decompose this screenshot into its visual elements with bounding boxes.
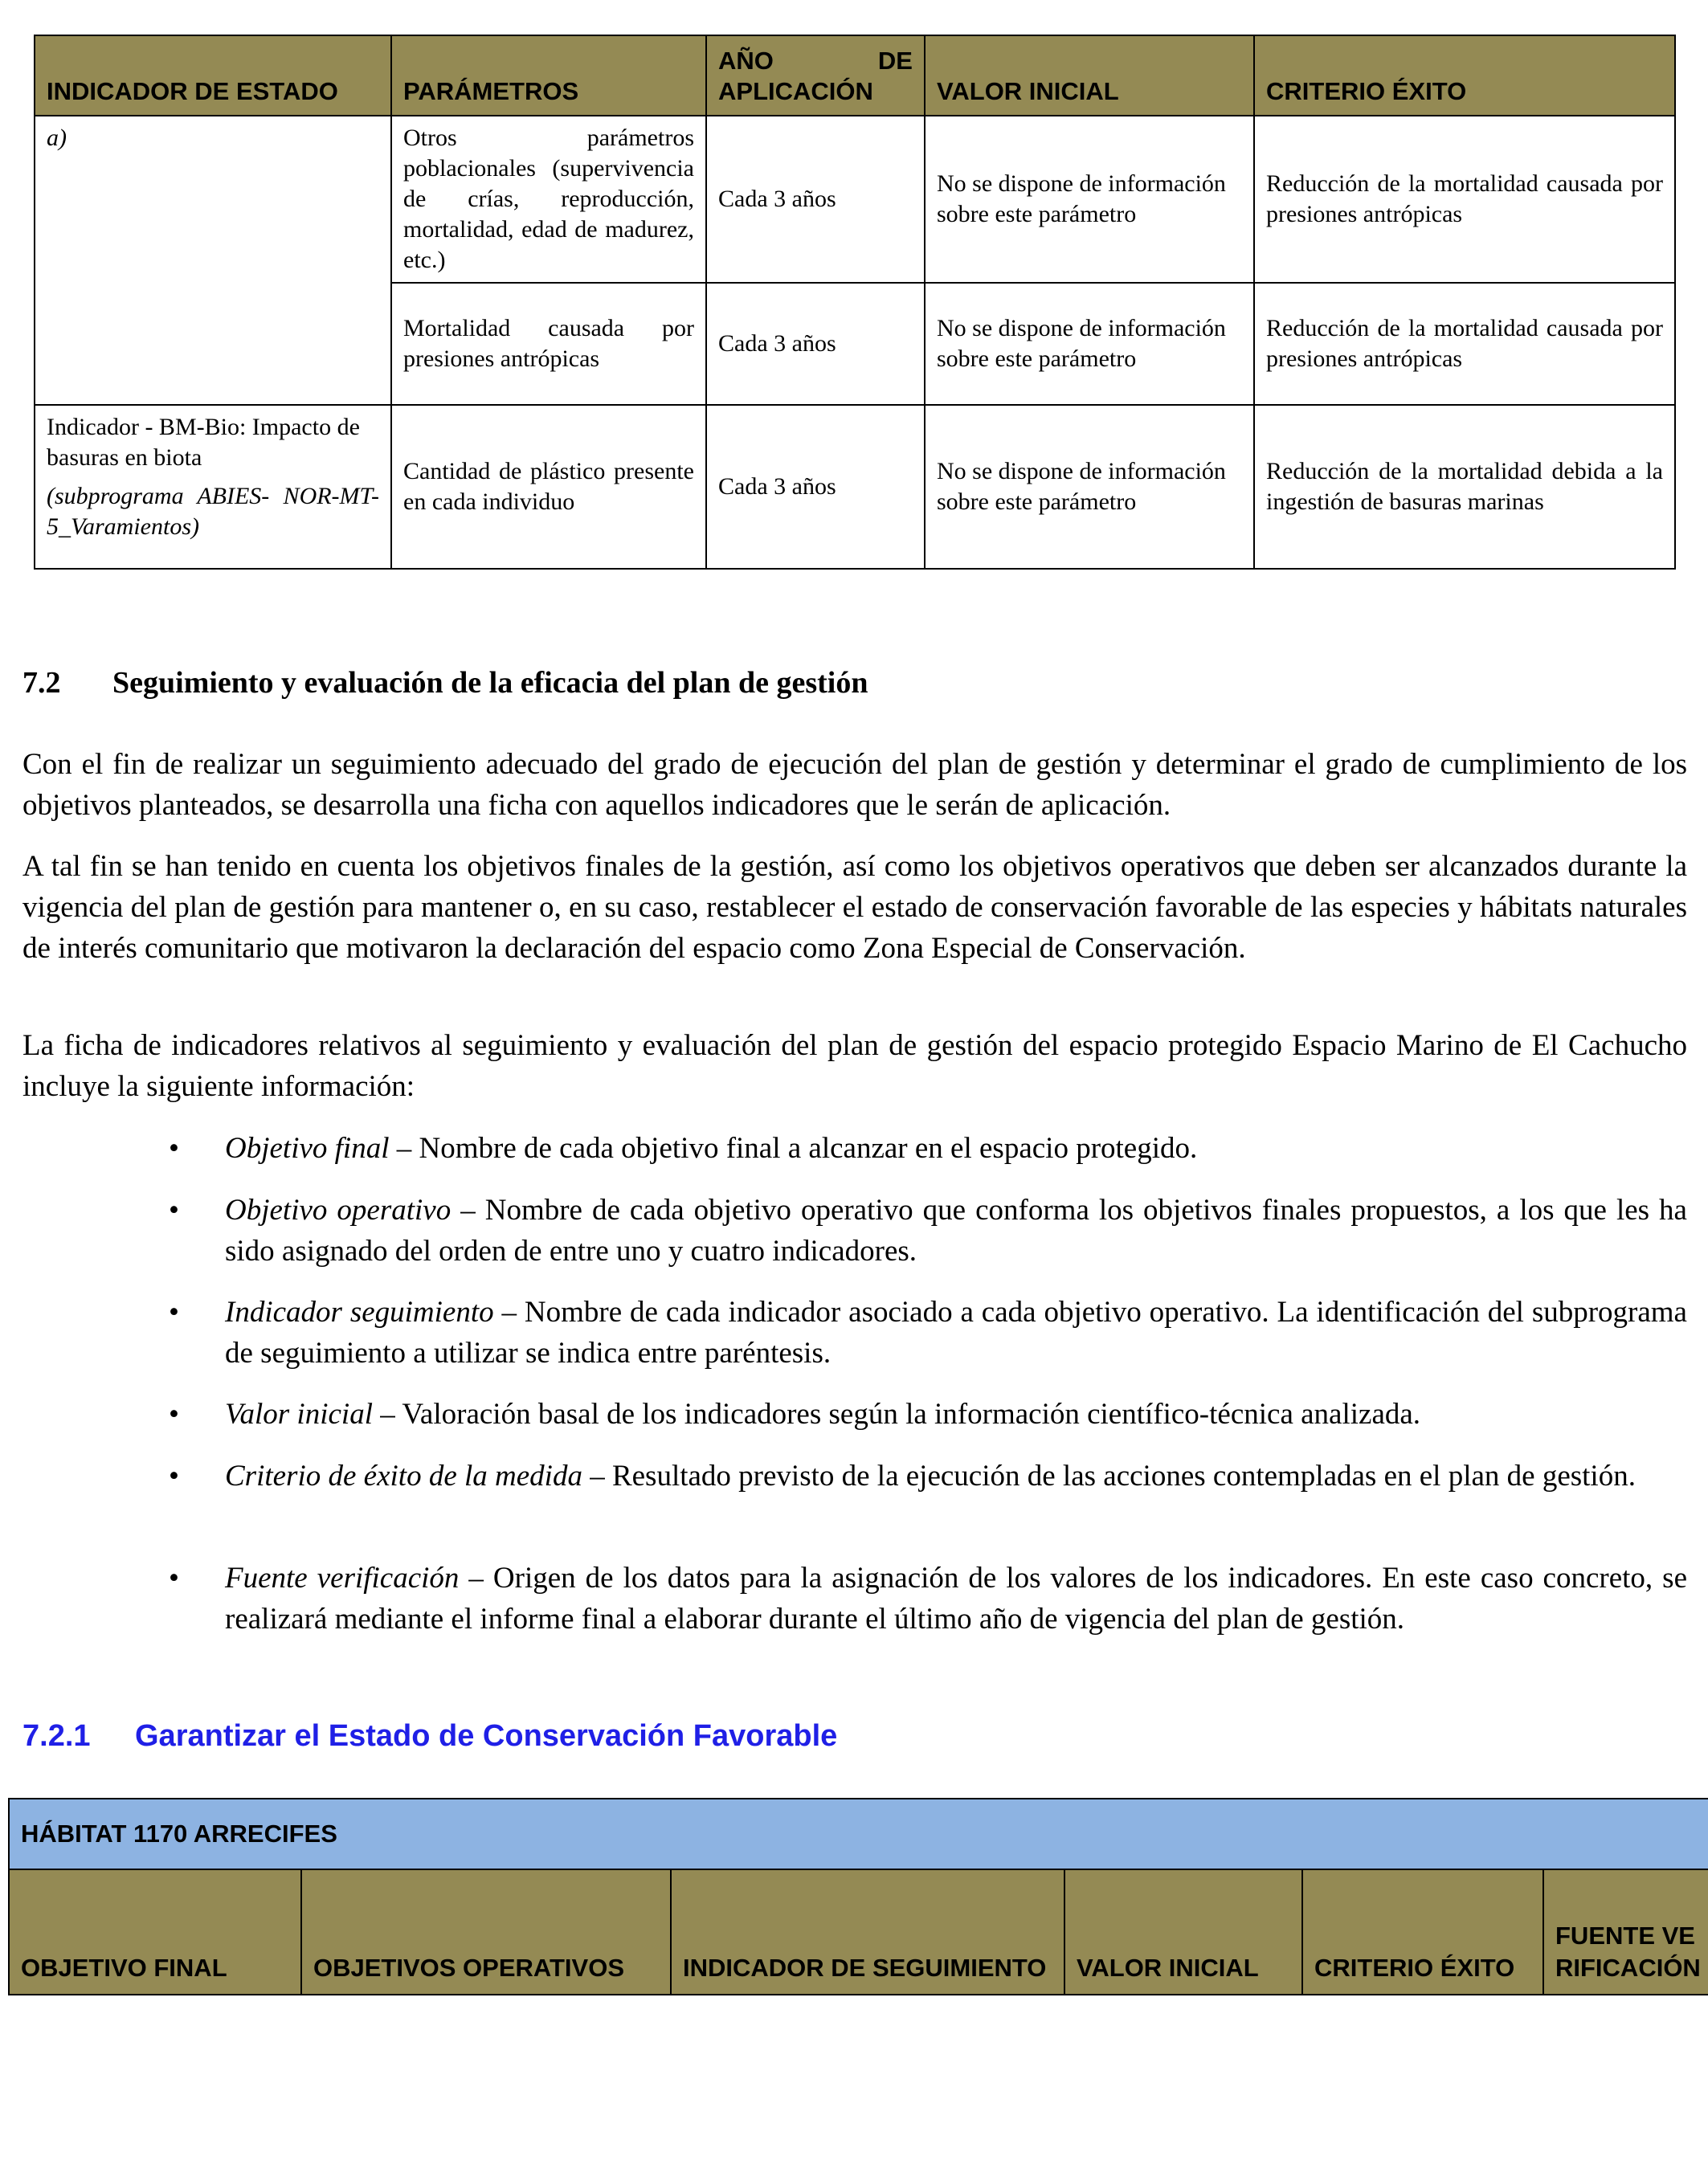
bullet-symbol: • bbox=[169, 1398, 179, 1431]
header-indicador-seguimiento: INDICADOR DE SEGUIMIENTO bbox=[671, 1869, 1064, 1995]
initial-value-cell: No se dispone de información sobre este parámetro bbox=[925, 116, 1254, 283]
section-number: 7.2 bbox=[22, 666, 61, 700]
list-item: Fuente verificación – Origen de los datos para la asignación de los valores de los indicadores. En este caso concreto, se realizará mediante el informe final a elaborar durante el último año de vigencia del plan de gestión. bbox=[225, 1562, 1687, 1636]
header-fuente-verificacion: FUENTE VERIFICACIÓN bbox=[1543, 1869, 1708, 1995]
indicators-table bbox=[34, 35, 1676, 570]
parameter-cell: Otros parámetros poblacionales (supervivencia de crías, reproducción, mortalidad, edad de madurez, etc.) bbox=[391, 116, 706, 283]
habitat-table bbox=[8, 1798, 1708, 1995]
criterion-cell: Reducción de la mortalidad causada por presiones antrópicas bbox=[1254, 116, 1675, 283]
year-cell: Cada 3 años bbox=[706, 116, 925, 283]
paragraph-2: A tal fin se han tenido en cuenta los objetivos finales de la gestión, así como los objetivos operativos que deben ser alcanzados durante la vigencia del plan de gestión para mantener o, en su caso, restablecer el estado de conservación favorable de las especies y hábitats naturales de interés comunitario que motivaron la declaración del espacio como Zona Especial de Conservación. bbox=[22, 850, 1687, 965]
header-criterio-exito: CRITERIO ÉXITO bbox=[1254, 35, 1675, 116]
paragraph-1: Con el fin de realizar un seguimiento adecuado del grado de ejecución del plan de gestión y determinar el grado de cumplimiento de los objetivos planteados, se desarrolla una ficha con aquellos indicadores que le serán de aplicación. bbox=[22, 748, 1687, 822]
table-row bbox=[35, 116, 1675, 283]
list-item: Valor inicial – Valoración basal de los indicadores según la información científico-técnica analizada. bbox=[225, 1398, 1421, 1431]
criterion-cell: Reducción de la mortalidad causada por presiones antrópicas bbox=[1254, 283, 1675, 405]
habitat-title: HÁBITAT 1170 ARRECIFES bbox=[9, 1799, 1708, 1869]
header-objetivos-operativos: OBJETIVOS OPERATIVOS bbox=[301, 1869, 671, 1995]
indicator-subprogram: (subprograma ABIES- NOR-MT- 5_Varamientos) bbox=[47, 483, 379, 540]
indicator-name: Indicador - BM-Bio: Impacto de basuras en biota bbox=[47, 414, 360, 471]
parameter-cell: Cantidad de plástico presente en cada individuo bbox=[391, 405, 706, 569]
bullet-symbol: • bbox=[169, 1562, 179, 1595]
header-indicador-estado: INDICADOR DE ESTADO bbox=[35, 35, 391, 116]
header-criterio-exito: CRITERIO ÉXITO bbox=[1302, 1869, 1543, 1995]
initial-value-cell: No se dispone de información sobre este parámetro bbox=[925, 405, 1254, 569]
paragraph-3: La ficha de indicadores relativos al seguimiento y evaluación del plan de gestión del espacio protegido Espacio Marino de El Cachucho incluye la siguiente información: bbox=[22, 1029, 1687, 1103]
list-item: Criterio de éxito de la medida – Resultado previsto de la ejecución de las acciones contempladas en el plan de gestión. bbox=[225, 1460, 1636, 1493]
habitat-row bbox=[9, 1799, 1708, 1869]
section-heading-7-2-1 bbox=[22, 1719, 837, 1754]
indicator-cell: a) bbox=[35, 116, 391, 405]
list-item: Objetivo operativo – Nombre de cada objetivo operativo que conforma los objetivos finales propuestos, a los que les ha sido asignado del orden de entre uno y cuatro indicadores. bbox=[225, 1194, 1687, 1268]
header-valor-inicial: VALOR INICIAL bbox=[1064, 1869, 1302, 1995]
bullet-symbol: • bbox=[169, 1132, 179, 1165]
header-ano-aplicacion: AÑO DE APLICACIÓN bbox=[706, 35, 925, 116]
section-heading-7-2 bbox=[22, 665, 868, 701]
header-objetivo-final: OBJETIVO FINAL bbox=[9, 1869, 301, 1995]
habitat-table-header bbox=[9, 1869, 1708, 1995]
year-cell: Cada 3 años bbox=[706, 283, 925, 405]
section-number: 7.2.1 bbox=[22, 1719, 91, 1753]
section-title: Seguimiento y evaluación de la eficacia del plan de gestión bbox=[112, 666, 868, 700]
indicators-table-header bbox=[35, 35, 1675, 116]
header-valor-inicial: VALOR INICIAL bbox=[925, 35, 1254, 116]
list-item: Objetivo final – Nombre de cada objetivo final a alcanzar en el espacio protegido. bbox=[225, 1132, 1198, 1165]
indicator-cell bbox=[35, 405, 391, 569]
initial-value-cell: No se dispone de información sobre este parámetro bbox=[925, 283, 1254, 405]
bullet-symbol: • bbox=[169, 1296, 179, 1329]
criterion-cell: Reducción de la mortalidad debida a la ingestión de basuras marinas bbox=[1254, 405, 1675, 569]
table-row bbox=[35, 405, 1675, 569]
bullet-symbol: • bbox=[169, 1194, 179, 1227]
bullet-symbol: • bbox=[169, 1460, 179, 1493]
year-cell: Cada 3 años bbox=[706, 405, 925, 569]
list-item: Indicador seguimiento – Nombre de cada indicador asociado a cada objetivo operativo. La identificación del subprograma de seguimiento a utilizar se indica entre paréntesis. bbox=[225, 1296, 1687, 1370]
parameter-cell: Mortalidad causada por presiones antrópicas bbox=[391, 283, 706, 405]
header-parametros: PARÁMETROS bbox=[391, 35, 706, 116]
section-title: Garantizar el Estado de Conservación Favorable bbox=[135, 1719, 838, 1753]
